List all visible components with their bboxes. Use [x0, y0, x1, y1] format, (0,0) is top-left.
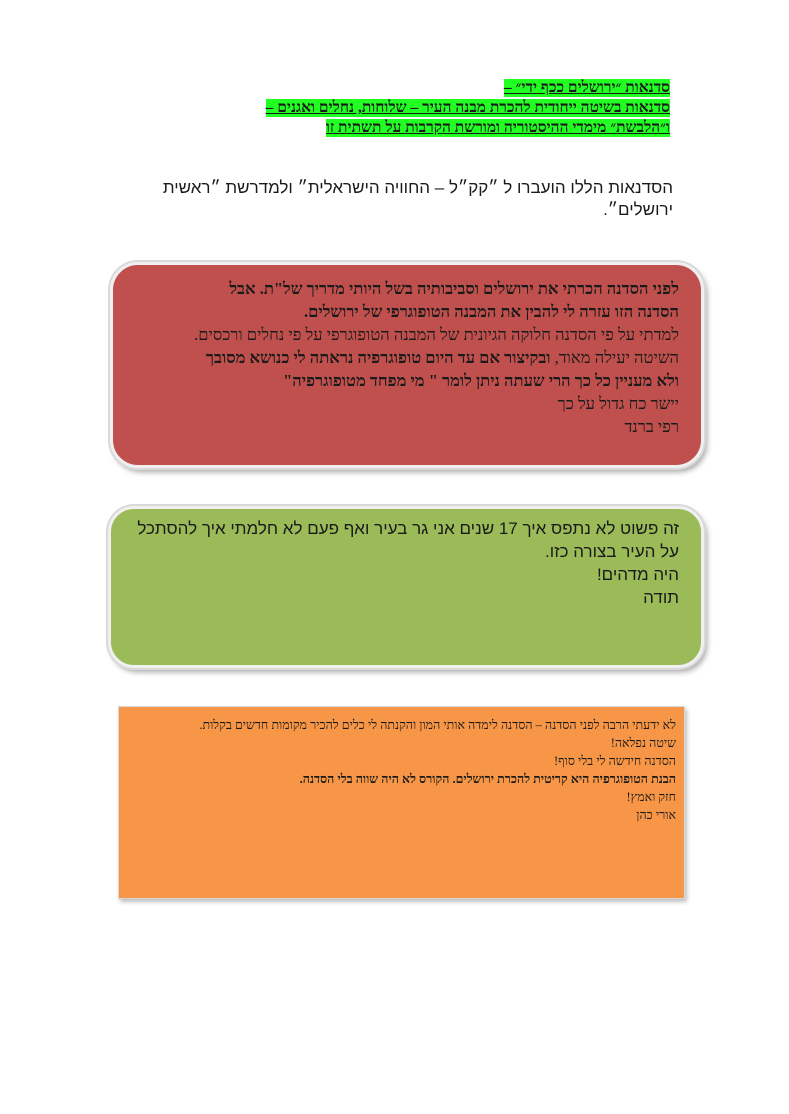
green-line-3: היה מדהים!: [596, 565, 679, 584]
red-line-3: למדתי על פי הסדנה חלוקה הגיונית של המבנה הטופוגרפי על פי נחלים ורכסים.: [194, 325, 679, 344]
intro-line-2: ירושלים״.: [603, 200, 673, 219]
red-line-5: ולא מעניין כל כך הרי שעתה ניתן לומר " מי מפחד מטופוגרפיה": [283, 371, 679, 390]
red-line-4b: ובקיצור אם עד היום טופוגרפיה נראתה לי כנושא מסובך: [205, 348, 551, 367]
green-line-1: זה פשוט לא נתפס איך 17 שנים אני גר בעיר ואף פעם לא חלמתי איך להסתכל: [137, 519, 679, 538]
testimonial-orange-box: [118, 706, 685, 899]
testimonial-red-box: [110, 262, 704, 468]
green-line-4: תודה: [643, 588, 679, 607]
intro-paragraph: [145, 177, 673, 221]
heading-line-2: סדנאות בשיטה ייחודית להכרת מבנה העיר – שלוחות, נחלים ואגנים –: [265, 99, 670, 116]
orange-line-1: לא ידעתי הרבה לפני הסדנה – הסדנה לימדה אותי המון והקנתה לי כלים להכיר מקומות חדשים בקלות.: [199, 718, 676, 732]
red-line-4a: השיטה יעילה מאוד,: [550, 348, 679, 367]
orange-line-3: הסדנה חידשה לי בלי סוף!: [553, 754, 676, 768]
red-signature: רפי ברנד: [624, 417, 679, 436]
heading-line-3: ו״הלבשת״ מימדי ההיסטוריה ומורשת הקרבות על תשתית זו: [325, 119, 670, 136]
heading-line-1: סדנאות ״ירושלים ככף ידי״ –: [503, 79, 670, 96]
intro-line-1: הסדנאות הללו הועברו ל ״קק״ל – החוויה הישראלית״ ולמדרשת ״ראשית: [162, 178, 673, 197]
red-line-2: הסדנה הזו עזרה לי להבין את המבנה הטופוגרפי של ירושלים.: [303, 302, 679, 321]
green-line-2: על העיר בצורה כזו.: [545, 542, 679, 561]
orange-line-2: שיטה נפלאה!: [610, 736, 676, 750]
testimonial-green-box: [108, 506, 704, 668]
red-line-6: יישר כח גדול על כך: [557, 394, 679, 413]
document-heading: [150, 78, 670, 138]
orange-line-4: הבנת הטופוגרפיה היא קריטית להכרת ירושלים. הקורס לא היה שווה בלי הסדנה.: [299, 772, 676, 786]
orange-line-5: חזק ואמץ!: [626, 790, 676, 804]
red-line-1: לפני הסדנה הכרתי את ירושלים וסביבותיה בשל היותי מדריך של"ת. אבל: [229, 279, 679, 298]
orange-signature: אורי כהן: [636, 808, 676, 822]
